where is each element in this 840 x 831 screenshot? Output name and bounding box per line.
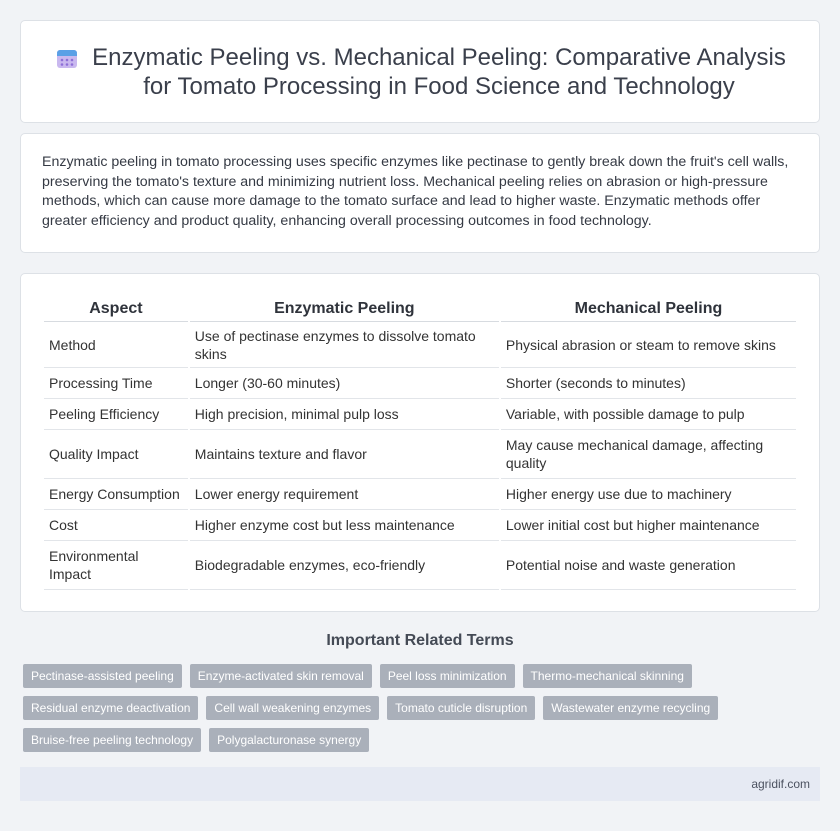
table-row (44, 510, 796, 541)
table-header-row (44, 292, 796, 322)
table-cell-aspect: Quality Impact (44, 430, 188, 479)
term-tag[interactable]: Enzyme-activated skin removal (190, 664, 372, 688)
term-tag[interactable]: Bruise-free peeling technology (23, 728, 201, 752)
term-tag[interactable]: Pectinase-assisted peeling (23, 664, 182, 688)
related-terms-list (23, 664, 803, 752)
table-cell-mechanical: Physical abrasion or steam to remove skins (501, 322, 796, 368)
footer-site-link[interactable]: agridif.com (751, 777, 810, 791)
table-row (44, 322, 796, 368)
table-cell-enzymatic: Higher enzyme cost but less maintenance (190, 510, 499, 541)
table-cell-mechanical: Lower initial cost but higher maintenance (501, 510, 796, 541)
summary-card (20, 133, 820, 253)
table-row (44, 541, 796, 590)
title-card (20, 20, 820, 123)
table-cell-mechanical: May cause mechanical damage, affecting quality (501, 430, 796, 479)
comparison-table (42, 292, 798, 590)
term-tag[interactable]: Residual enzyme deactivation (23, 696, 198, 720)
table-cell-aspect: Cost (44, 510, 188, 541)
term-tag[interactable]: Peel loss minimization (380, 664, 515, 688)
table-row (44, 430, 796, 479)
table-cell-aspect: Method (44, 322, 188, 368)
comparison-table-card (20, 273, 820, 612)
page-title: Enzymatic Peeling vs. Mechanical Peeling: Comparative Analysis for Tomato Processing in Food Science and Technology (92, 44, 786, 100)
table-cell-mechanical: Variable, with possible damage to pulp (501, 399, 796, 430)
term-tag[interactable]: Cell wall weakening enzymes (206, 696, 379, 720)
table-cell-enzymatic: Use of pectinase enzymes to dissolve tomato skins (190, 322, 499, 368)
table-cell-aspect: Processing Time (44, 368, 188, 399)
table-row (44, 399, 796, 430)
term-tag[interactable]: Polygalacturonase synergy (209, 728, 369, 752)
table-row (44, 479, 796, 510)
table-cell-mechanical: Potential noise and waste generation (501, 541, 796, 590)
table-row (44, 368, 796, 399)
table-cell-enzymatic: Maintains texture and flavor (190, 430, 499, 479)
term-tag[interactable]: Tomato cuticle disruption (387, 696, 535, 720)
term-tag[interactable]: Wastewater enzyme recycling (543, 696, 718, 720)
table-cell-aspect: Energy Consumption (44, 479, 188, 510)
footer-bar (20, 767, 820, 801)
table-cell-enzymatic: High precision, minimal pulp loss (190, 399, 499, 430)
table-cell-mechanical: Higher energy use due to machinery (501, 479, 796, 510)
summary-paragraph: Enzymatic peeling in tomato processing uses specific enzymes like pectinase to gently break down the fruit's cell walls, preserving the tomato's texture and minimizing nutrient loss. Mechanical peeling relies on abrasion or high-pressure methods, which can cause more damage to the tomato surface and lead to higher waste. Enzymatic methods offer greater efficiency and product quality, enhancing overall processing outcomes in food technology. (42, 154, 789, 229)
table-cell-enzymatic: Longer (30-60 minutes) (190, 368, 499, 399)
table-cell-mechanical: Shorter (seconds to minutes) (501, 368, 796, 399)
table-cell-aspect: Environmental Impact (44, 541, 188, 590)
column-header-enzymatic: Enzymatic Peeling (190, 292, 499, 322)
table-cell-enzymatic: Biodegradable enzymes, eco-friendly (190, 541, 499, 590)
column-header-aspect: Aspect (44, 292, 188, 322)
table-cell-enzymatic: Lower energy requirement (190, 479, 499, 510)
column-header-mechanical: Mechanical Peeling (501, 292, 796, 322)
table-cell-aspect: Peeling Efficiency (44, 399, 188, 430)
term-tag[interactable]: Thermo-mechanical skinning (523, 664, 692, 688)
related-terms-heading: Important Related Terms (326, 632, 514, 649)
